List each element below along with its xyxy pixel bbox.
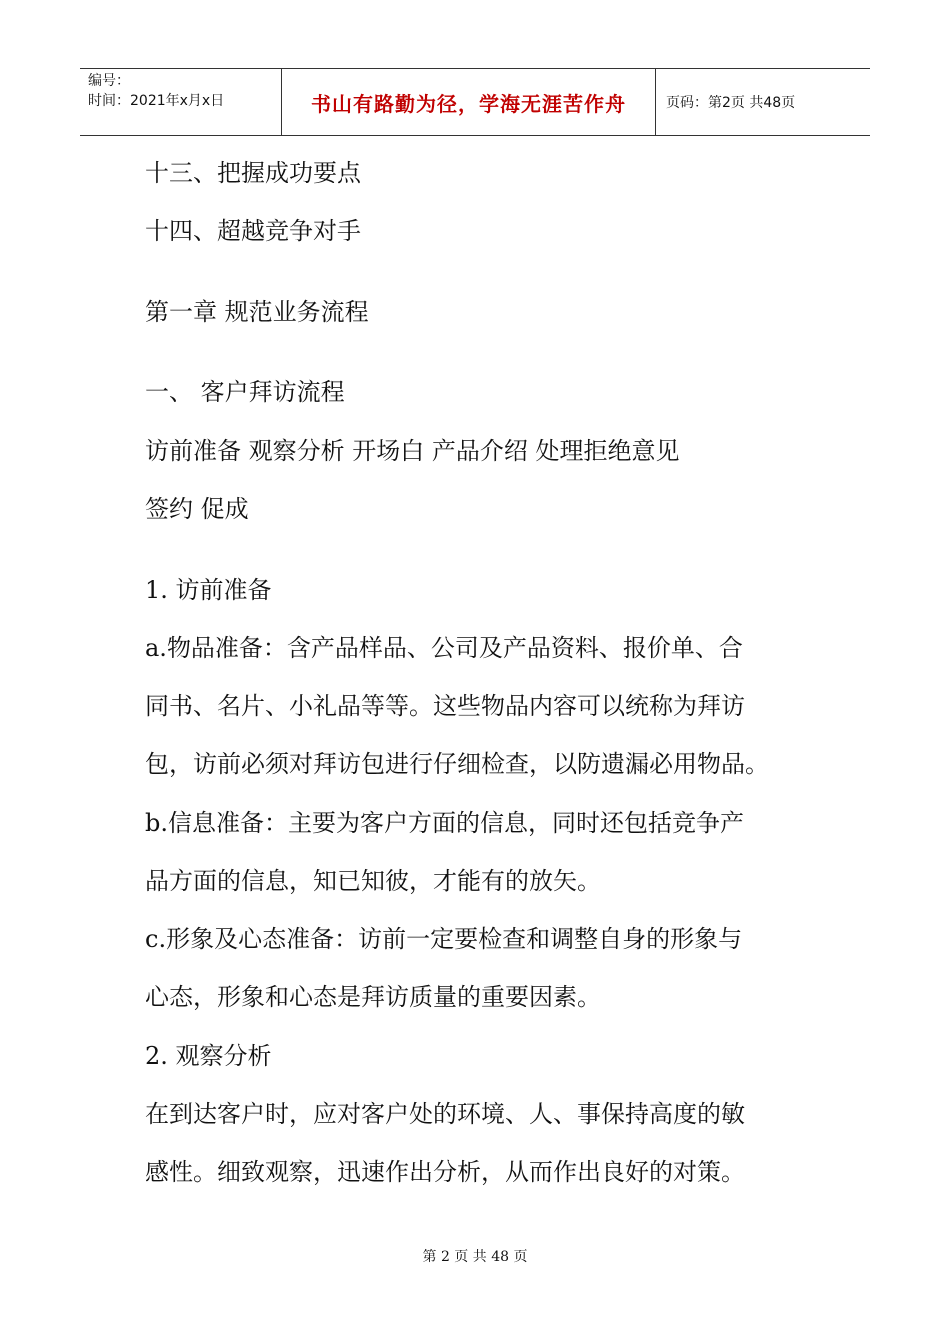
toc-item-13: 十三、把握成功要点 [145, 159, 361, 187]
page-footer: 第 2 页 共 48 页 [422, 1249, 528, 1265]
paragraph-line: c.形象及心态准备：访前一定要检查和调整自身的形象与 [145, 925, 743, 953]
header-time-label: 时间：2021年x月x日 [88, 93, 225, 109]
subsection-title-1: 1. 访前准备 [145, 576, 272, 604]
paragraph-line: 同书、名片、小礼品等等。这些物品内容可以统称为拜访 [145, 692, 745, 720]
chapter-title: 第一章 规范业务流程 [145, 298, 369, 326]
toc-item-14: 十四、超越竞争对手 [145, 217, 361, 245]
paragraph-line: 包，访前必须对拜访包进行仔细检查，以防遗漏必用物品。 [145, 750, 769, 778]
paragraph-line: 品方面的信息，知已知彼，才能有的放矢。 [145, 867, 601, 895]
paragraph-line: b.信息准备：主要为客户方面的信息，同时还包括竞争产 [145, 809, 744, 837]
header-page-info: 页码：第2页 共48页 [666, 95, 796, 111]
subsection-title-2: 2. 观察分析 [145, 1042, 272, 1070]
header-code-label: 编号： [88, 73, 130, 89]
flow-steps-line-1: 访前准备 观察分析 开场白 产品介绍 处理拒绝意见 [145, 437, 680, 465]
paragraph-line: a.物品准备：含产品样品、公司及产品资料、报价单、合 [145, 634, 743, 662]
section-title: 一、 客户拜访流程 [145, 378, 345, 406]
paragraph-line: 在到达客户时，应对客户处的环境、人、事保持高度的敏 [145, 1100, 745, 1128]
paragraph-line: 心态，形象和心态是拜访质量的重要因素。 [145, 983, 601, 1011]
header-motto: 书山有路勤为径，学海无涯苦作舟 [282, 69, 656, 135]
flow-steps-line-2: 签约 促成 [145, 495, 249, 523]
header-meta [80, 69, 282, 135]
page-header [80, 68, 870, 136]
paragraph-line: 感性。细致观察，迅速作出分析，从而作出良好的对策。 [145, 1158, 745, 1186]
